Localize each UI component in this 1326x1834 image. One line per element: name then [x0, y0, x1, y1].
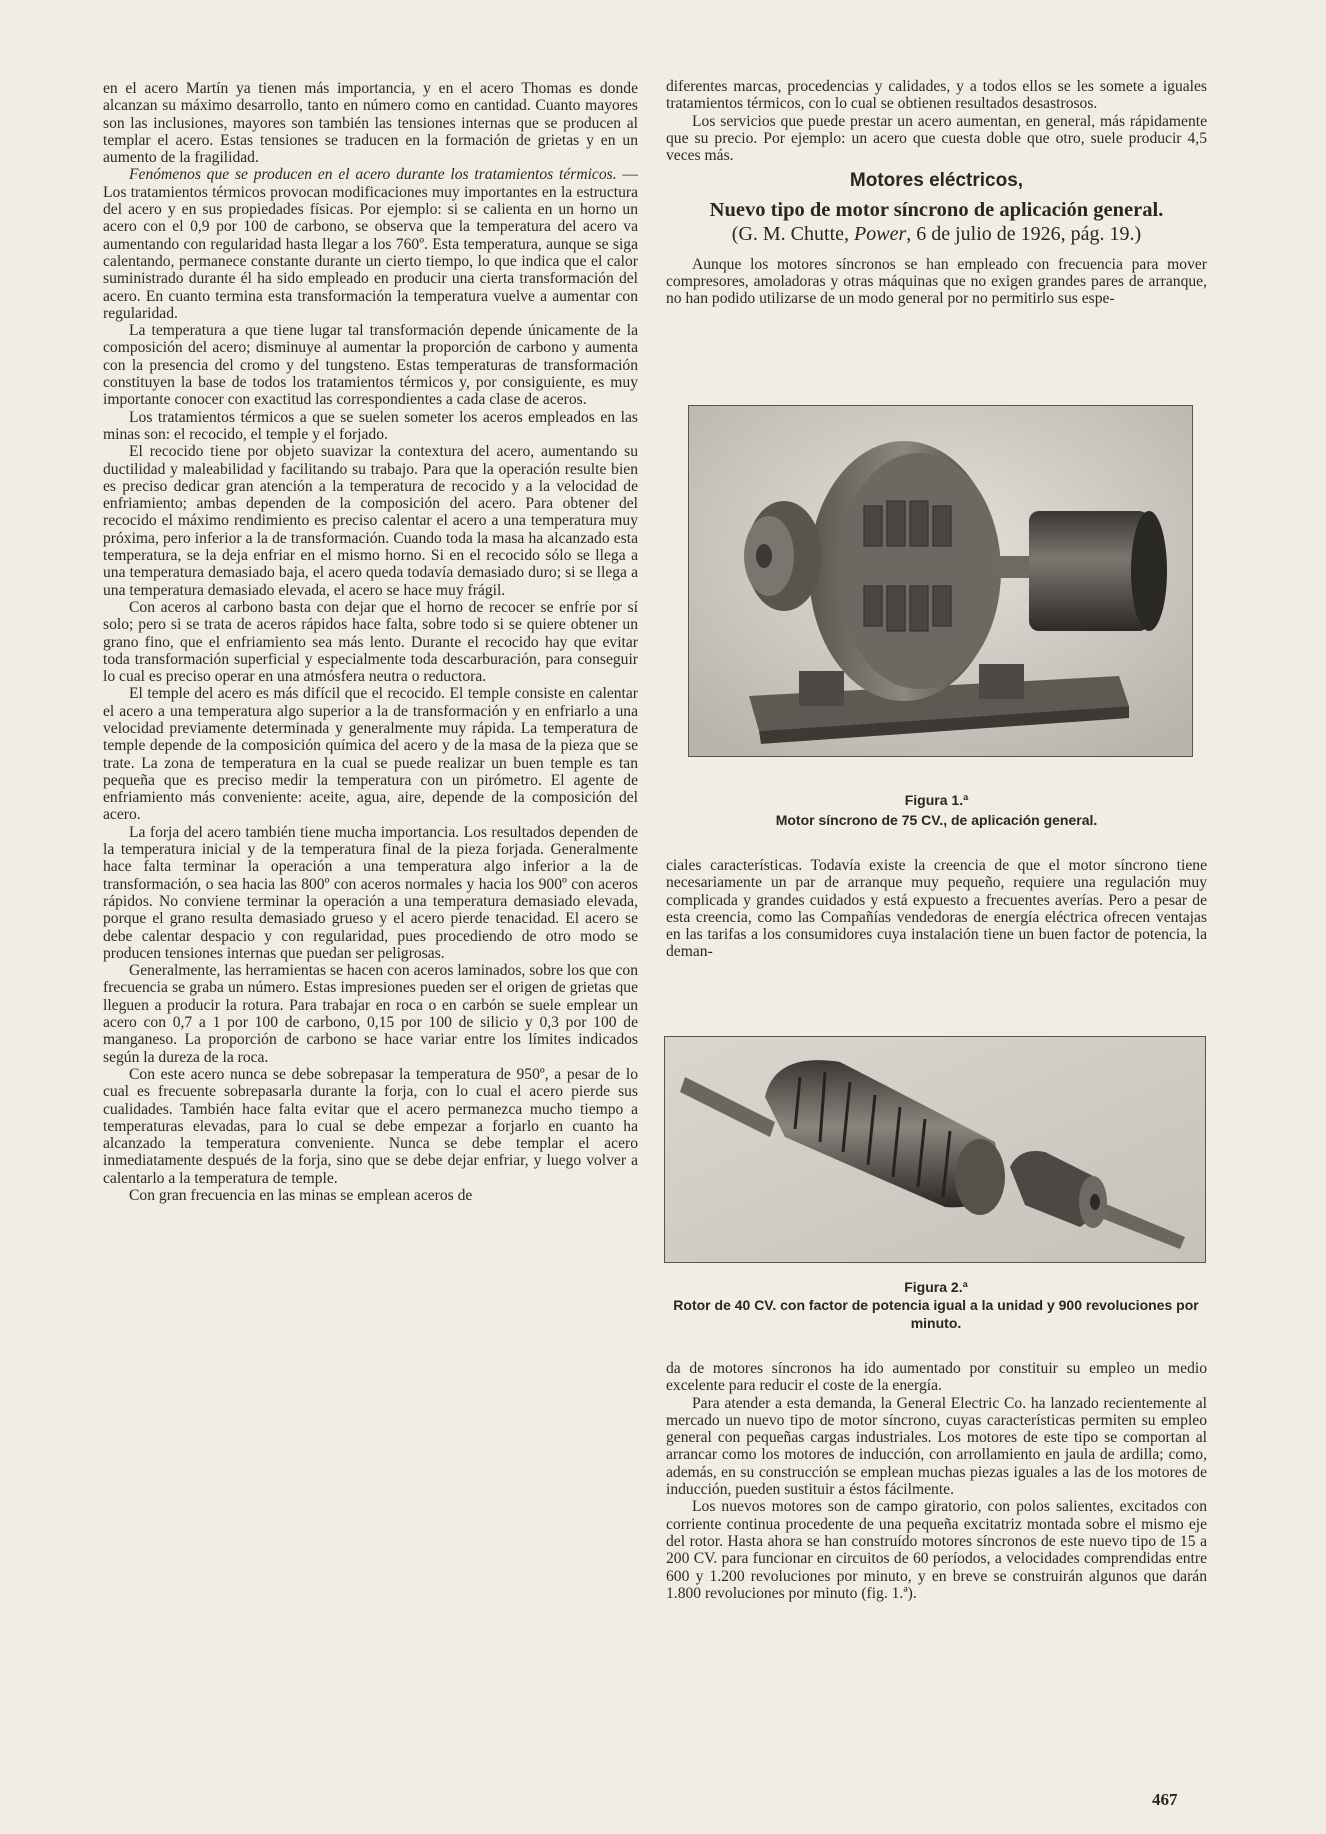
paragraph: da de motores síncronos ha ido aumentado por constituir su empleo un medio excelente para reducir el coste de la energía.: [666, 1360, 1207, 1395]
article-title: Nuevo tipo de motor síncrono de aplicación general.: [709, 198, 1164, 221]
right-column-middle: [666, 857, 1207, 961]
figure-label: Figura 2.ª: [904, 1279, 968, 1295]
rotor-illustration: [665, 1037, 1205, 1262]
figure-caption: Motor síncrono de 75 CV., de aplicación general.: [775, 812, 1098, 828]
section-heading: Motores eléctricos,: [849, 170, 1024, 192]
paragraph: La temperatura a que tiene lugar tal transformación depende únicamente de la composición del acero; disminuye al aumentar la proporción de carbono y aumenta con la presencia del cromo y del tungsteno. Estas temperaturas de transformación constituyen la base de todos los tratamientos térmicos y, por consiguiente, es muy importante conocer con exactitud las correspondientes a cada clase de aceros.: [103, 322, 638, 409]
paragraph: [103, 166, 638, 322]
page-number: 467: [1152, 1790, 1178, 1809]
source-journal: Power: [854, 222, 907, 245]
paragraph: ciales características. Todavía existe la creencia de que el motor síncrono tiene necesariamente un par de arranque muy pequeño, requiere una regulación muy complicada y grandes cuidados y está expuesto a frecuentes averías. Pero a pesar de esta creencia, como las Compañías vendedoras de energía eléctrica ofrecen ventajas en las tarifas a los consumidores cuya instalación tiene un buen factor de potencia, la deman-: [666, 857, 1207, 961]
paragraph: Aunque los motores síncronos se han empleado con frecuencia para mover compresores, amoladoras y otras máquinas que no exigen grandes pares de arranque, no han podido utilizarse de un modo general por no permitirlo sus espe-: [666, 255, 1207, 308]
left-column: [103, 80, 638, 1204]
paragraph: Los nuevos motores son de campo giratorio, con polos salientes, excitados con corriente continua procedente de una pequeña excitatriz montada sobre el mismo eje del rotor. Hasta ahora se han construído motores síncronos de este nuevo tipo de 15 a 200 CV. para funcionar en circuitos de 60 períodos, a velocidades comprendidas entre 600 y 1.200 revoluciones por minuto, y en breve se construirán algunos que darán 1.800 revoluciones por minuto (fig. 1.ª).: [666, 1498, 1207, 1602]
right-column-top: [666, 78, 1207, 308]
figure-caption: Rotor de 40 CV. con factor de potencia igual a la unidad y 900 revoluciones por minuto.: [673, 1297, 1199, 1331]
paragraph: diferentes marcas, procedencias y calidades, y a todos ellos se les somete a iguales tratamientos térmicos, con lo cual se obtienen resultados desastrosos.: [666, 78, 1207, 113]
paragraph: Con este acero nunca se debe sobrepasar la temperatura de 950º, a pesar de lo cual es frecuente sobrepasarla durante la forja, con lo cual el acero pierde sus cualidades. También hace falta evitar que el acero permanezca mucho tiempo a temperaturas elevadas, para lo cual se debe empezar a forjarlo en cuanto ha alcanzado la temperatura conveniente. Nunca se debe templar el acero inmediatamente después de la forja, sino que se debe dejar enfriar, y luego volver a calentarlo a la temperatura de temple.: [103, 1065, 638, 1187]
figure-1-caption-block: [666, 790, 1207, 830]
paragraph: Con gran frecuencia en las minas se emplean aceros de: [129, 1187, 473, 1204]
paragraph: Los tratamientos térmicos a que se suelen someter los aceros empleados en las minas son: el recocido, el temple y el forjado.: [103, 408, 638, 443]
source-author: (G. M. Chutte,: [731, 222, 855, 245]
paragraph-text: — Los tratamientos térmicos provocan modificaciones muy importantes en la estructura del acero y en sus propiedades físicas. Por ejemplo: si se calienta en un horno un acero con el 0,9 por 100 de carbono, se observa que la temperatura del acero va aumentando con regularidad hasta llegar a los 760º. Esta temperatura, aunque se siga calentando, permanece constante durante un cierto tiempo, lo que indica que el calor suministrado durante él ha sido empleado en producir una cierta transformación del acero. En cuanto termina esta transformación la temperatura vuelve a aumentar con regularidad.: [103, 166, 639, 322]
motor-illustration: [689, 406, 1192, 756]
paragraph: La forja del acero también tiene mucha importancia. Los resultados dependen de la temperatura inicial y de la temperatura final de la pieza forjada. Generalmente hace falta terminar la operación a una temperatura algo inferior a la de transformación, o sea hacia las 800º con aceros normales y hacia los 900º con aceros rápidos. No conviene terminar la operación a una temperatura demasiado elevada, porque el grano resulta demasiado grueso y el acero pierde tenacidad. El acero se debe calentar despacio y con regularidad, pues procediendo de otro modo se producen tensiones internas que puedan ser peligrosas.: [103, 823, 638, 962]
figure-1-photo: [688, 405, 1193, 757]
figure-2-caption-block: [662, 1278, 1210, 1332]
paragraph: Generalmente, las herramientas se hacen con aceros laminados, sobre los que con frecuencia se graba un número. Estas impresiones pueden ser el origen de grietas que lleguen a producir la rotura. Para trabajar en roca o en carbón se suele emplear un acero con 0,7 a 1 por 100 de carbono, 0,15 por 100 de silicio y 0,3 por 100 de manganeso. La proporción de carbono se hace variar entre los límites indicados según la dureza de la roca.: [103, 962, 638, 1066]
paragraph: El temple del acero es más difícil que el recocido. El temple consiste en calentar el acero a una temperatura algo superior a la de transformación y en enfriarlo a una velocidad previamente determinada y generalmente muy rápida. La temperatura de temple depende de la composición química del acero y de la masa de la pieza que se trate. La zona de temperatura en la cual se puede realizar un buen temple es tan pequeña que es preciso medir la temperatura con un pirómetro. El agente de enfriamiento más conveniente: aceite, agua, aire, depende de la composición del acero.: [103, 685, 638, 824]
figure-label: Figura 1.ª: [904, 792, 969, 808]
subsection-heading: Fenómenos que se producen en el acero durante los tratamientos térmicos.: [129, 166, 617, 184]
paragraph: en el acero Martín ya tienen más importancia, y en el acero Thomas es donde alcanzan su máximo desarrollo, tanto en número como en cantidad. Cuanto mayores son las inclusiones, mayores son también las tensiones internas que se producen al templar el acero. Estas tensiones se traducen en la formación de grietas y en un aumento de la fragilidad.: [103, 80, 638, 167]
right-column-bottom: [666, 1360, 1207, 1602]
paragraph: Para atender a esta demanda, la General Electric Co. ha lanzado recientemente al mercado un nuevo tipo de motor síncrono, cuyas características permiten su empleo general con pequeñas cargas industriales. Los motores de este tipo se comportan al arrancar como los motores de inducción, con arrollamiento en jaula de ardilla; como, además, en su construcción se emplean muchas piezas iguales a las de los motores de inducción, pueden sustituir a éstos fácilmente.: [666, 1394, 1207, 1499]
paragraph: El recocido tiene por objeto suavizar la contextura del acero, aumentando su ductilidad y maleabilidad y facilitando su trabajo. Para que la operación resulte bien es preciso dedicar gran atención a la temperatura de recocido y a la velocidad de enfriamiento; ambas dependen de la composición del acero. Para obtener del recocido el máximo rendimiento es preciso calentar el acero a una temperatura muy próxima, pero inferior a la de transformación. Cuando toda la masa ha alcanzado esta temperatura, se la deja enfriar en el mismo horno. Si en el recocido sólo se llega a una temperatura demasiado baja, el acero queda todavía demasiado duro; si se llega a una temperatura demasiado elevada, el acero se hace muy frágil.: [103, 443, 638, 599]
paragraph: Con aceros al carbono basta con dejar que el horno de recocer se enfríe por sí solo; pero si se trata de aceros rápidos hace falta, sobre todo si se quiere obtener un grano fino, que el enfriamiento sea más lento. Durante el recocido hay que evitar toda transformación superficial y especialmente toda descarburación, para conseguir lo cual es preciso operar en una atmósfera neutra o reductora.: [103, 598, 638, 686]
article-source: [666, 222, 1207, 246]
paragraph: Los servicios que puede prestar un acero aumentan, en general, más rápidamente que su precio. Por ejemplo: un acero que cuesta doble que otro, suele producir 4,5 veces más.: [666, 112, 1207, 165]
figure-2-photo: [664, 1036, 1206, 1263]
source-date: , 6 de julio de 1926, pág. 19.): [906, 222, 1142, 245]
